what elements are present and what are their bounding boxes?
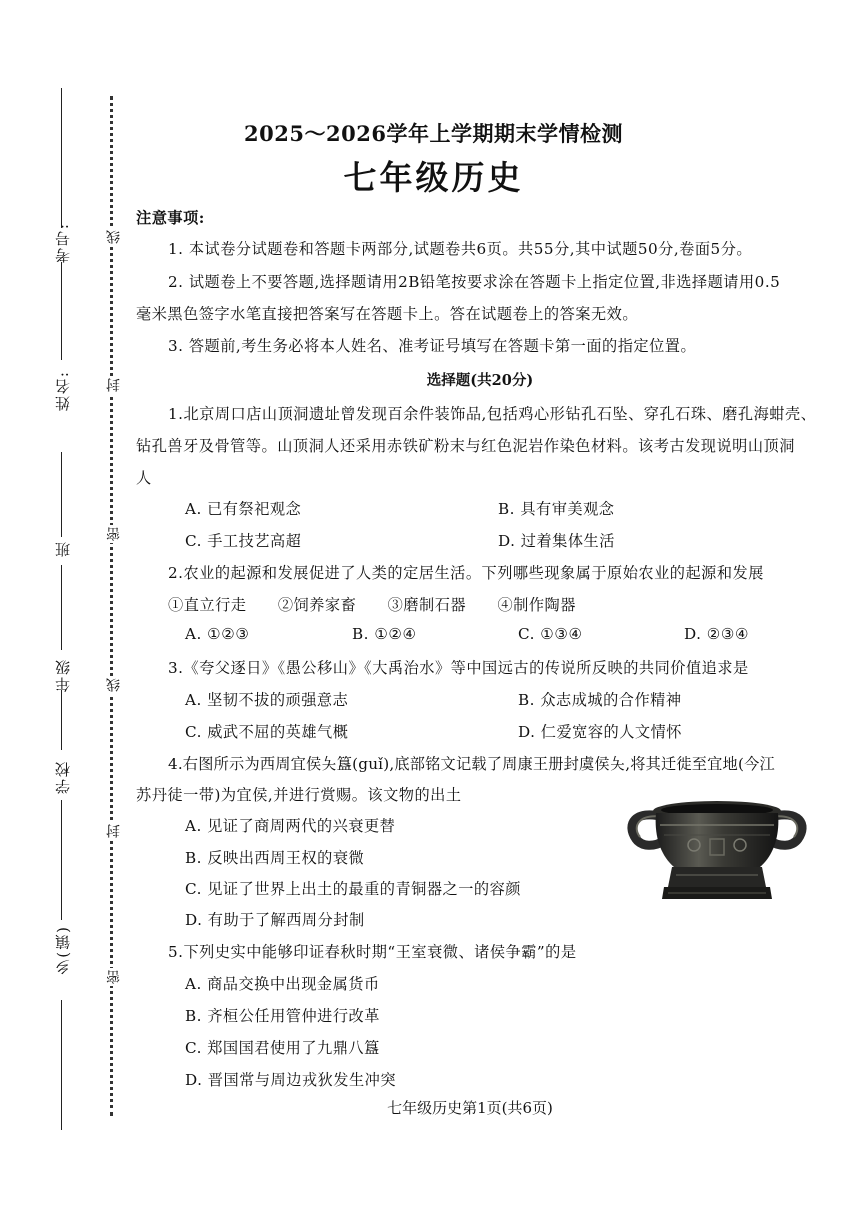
option-c: C. ①③④	[518, 625, 583, 643]
question-stem: 苏丹徒一带)为宜侯,并进行赏赐。该文物的出土	[136, 786, 462, 804]
option-d: D. 有助于了解西周分封制	[185, 911, 365, 929]
bronze-gui-vessel-image	[624, 795, 810, 905]
name-line	[61, 262, 62, 360]
class-label: 班	[54, 540, 72, 557]
grade-line	[61, 565, 62, 650]
option-c: C. 手工技艺高超	[185, 532, 302, 550]
option-d: D. 过着集体生活	[498, 532, 615, 550]
option-a: A. ①②③	[185, 625, 250, 643]
school-line-a	[61, 690, 62, 750]
school-label: 学校	[54, 760, 72, 794]
option-a: A. 已有祭祀观念	[185, 500, 302, 518]
seal-mark-feng-1: 封	[106, 378, 122, 392]
seal-mark-feng-2: 封	[106, 824, 122, 838]
cut-line	[110, 96, 113, 1116]
township-label: 乡(镇)	[54, 925, 72, 975]
option-b: B. 齐桓公任用管仲进行改革	[185, 1007, 380, 1025]
option-b: B. 反映出西周王权的衰微	[185, 849, 365, 867]
name-label: 姓名:	[54, 370, 72, 412]
question-stem: 3.《夸父逐日》《愚公移山》《大禹治水》等中国远古的传说所反映的共同价值追求是	[168, 659, 749, 677]
seal-mark-mi-1: 密	[106, 527, 122, 541]
option-c: C. 郑国国君使用了九鼎八簋	[185, 1039, 380, 1057]
school-line-b	[61, 800, 62, 920]
note-item-2-cont: 毫米黑色签字水笔直接把答案写在答题卡上。答在试题卷上的答案无效。	[136, 305, 638, 323]
seal-mark-xian-1: 线	[106, 230, 122, 244]
grade-label: 年级	[54, 658, 72, 692]
question-stem: 4.右图所示为西周宜侯夨簋(guǐ),底部铭文记载了周康王册封虞侯夨,将其迁徙至宜地(今江	[168, 755, 775, 773]
option-a: A. 见证了商周两代的兴衰更替	[185, 817, 396, 835]
option-b: B. 众志成城的合作精神	[518, 691, 682, 709]
option-a: A. 坚韧不拔的顽强意志	[185, 691, 349, 709]
note-item-3: 3. 答题前,考生务必将本人姓名、准考证号填写在答题卡第一面的指定位置。	[168, 337, 697, 355]
note-item-1: 1. 本试卷分试题卷和答题卡两部分,试题卷共6页。共55分,其中试题50分,卷面5分。	[168, 240, 753, 258]
option-d: D. 晋国常与周边戎狄发生冲突	[185, 1071, 397, 1089]
option-c: C. 威武不屈的英雄气概	[185, 723, 349, 741]
option-b: B. ①②④	[352, 625, 417, 643]
class-line	[61, 452, 62, 537]
seal-mark-mi-2: 密	[106, 970, 122, 984]
exam-number-label: 考号:	[54, 222, 72, 264]
option-d: D. 仁爱宽容的人文情怀	[518, 723, 682, 741]
option-c: C. 见证了世界上出土的最重的青铜器之一的容颜	[185, 880, 521, 898]
subject-title: 七年级历史	[343, 158, 524, 197]
option-d: D. ②③④	[684, 625, 750, 643]
seal-mark-xian-2: 线	[106, 678, 122, 692]
question-stem: 人	[136, 469, 152, 487]
question-items: ①直立行走 ②饲养家畜 ③磨制石器 ④制作陶器	[168, 596, 576, 614]
section-title: 选择题(共20分)	[426, 372, 534, 389]
question-stem: 钻孔兽牙及骨管等。山顶洞人还采用赤铁矿粉末与红色泥岩作染色材料。该考古发现说明山顶洞	[136, 437, 795, 455]
option-b: B. 具有审美观念	[498, 500, 615, 518]
question-stem: 5.下列史实中能够印证春秋时期“王室衰微、诸侯争霸”的是	[168, 943, 577, 961]
option-a: A. 商品交换中出现金属货币	[185, 975, 380, 993]
question-stem: 2.农业的起源和发展促进了人类的定居生活。下列哪些现象属于原始农业的起源和发展	[168, 564, 764, 582]
exam-title: 2025～2026学年上学期期末学情检测	[244, 121, 623, 146]
note-item-2: 2. 试题卷上不要答题,选择题请用2B铅笔按要求涂在答题卡上指定位置,非选择题请用0.5	[168, 273, 781, 291]
page-footer: 七年级历史第1页(共6页)	[387, 1099, 553, 1117]
question-stem: 1.北京周口店山顶洞遗址曾发现百余件装饰品,包括鸡心形钻孔石坠、穿孔石珠、磨孔海蚶壳、	[168, 405, 817, 423]
notes-heading: 注意事项:	[136, 209, 205, 227]
